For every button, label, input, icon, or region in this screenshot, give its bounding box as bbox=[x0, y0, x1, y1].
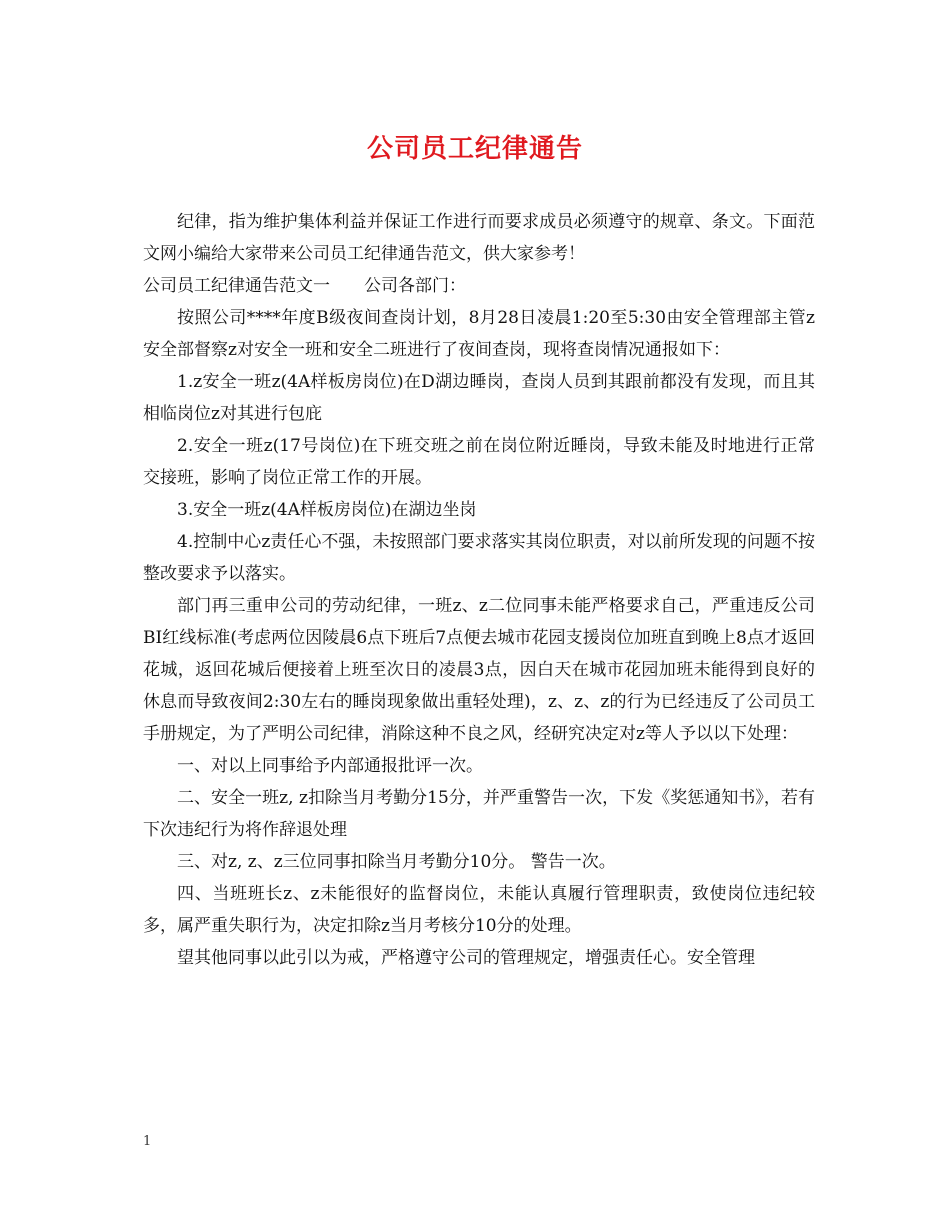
paragraph-penalty-3: 三、对z, z、z三位同事扣除当月考勤分10分。 警告一次。 bbox=[177, 852, 616, 872]
paragraph-inspection: 按照公司****年度B级夜间查岗计划，8月28日凌晨1:20至5:30由安全管理部主管z安全部督察z对安全一班和安全二班进行了夜间查岗，现将查岗情况通报如下： bbox=[143, 308, 815, 360]
paragraph-intro: 纪律，指为维护集体利益并保证工作进行而要求成员必须遵守的规章、条文。下面范文网小编给大家带来公司员工纪律通告范文，供大家参考！ bbox=[143, 212, 815, 264]
paragraph-salutation: 公司员工纪律通告范文一 公司各部门： bbox=[143, 276, 466, 296]
page-number: 1 bbox=[143, 1134, 152, 1149]
document-body bbox=[143, 206, 815, 974]
paragraph-item-2: 2.安全一班z(17号岗位)在下班交班之前在岗位附近睡岗，导致未能及时地进行正常交接班，影响了岗位正常工作的开展。 bbox=[143, 436, 815, 488]
paragraph-penalty-4: 四、当班班长z、z未能很好的监督岗位，未能认真履行管理职责，致使岗位违纪较多，属严重失职行为，决定扣除z当月考核分10分的处理。 bbox=[143, 884, 815, 936]
paragraph-decision: 部门再三重申公司的劳动纪律，一班z、z二位同事未能严格要求自己，严重违反公司BI红线标准(考虑两位因陵晨6点下班后7点便去城市花园支援岗位加班直到晚上8点才返回花城，返回花城后便接着上班至次日的凌晨3点，因白天在城市花园加班未能得到良好的休息而导致夜间2:30左右的睡岗现象做出重轻处理)，z、z、z的行为已经违反了公司员工手册规定，为了严明公司纪律，消除这种不良之风，经研究决定对z等人予以以下处理： bbox=[143, 596, 815, 744]
paragraph-penalty-1: 一、对以上同事给予内部通报批评一次。 bbox=[177, 756, 483, 776]
paragraph-closing: 望其他同事以此引以为戒，严格遵守公司的管理规定，增强责任心。安全管理 bbox=[177, 948, 755, 968]
paragraph-penalty-2: 二、安全一班z, z扣除当月考勤分15分，并严重警告一次，下发《奖惩通知书》，若有下次违纪行为将作辞退处理 bbox=[143, 788, 815, 840]
paragraph-item-4: 4.控制中心z责任心不强，未按照部门要求落实其岗位职责，对以前所发现的问题不按整改要求予以落实。 bbox=[143, 532, 815, 584]
document-title: 公司员工纪律通告 bbox=[366, 134, 583, 164]
paragraph-item-1: 1.z安全一班z(4A样板房岗位)在D湖边睡岗，查岗人员到其跟前都没有发现，而且其相临岗位z对其进行包庇 bbox=[143, 372, 815, 424]
paragraph-item-3: 3.安全一班z(4A样板房岗位)在湖边坐岗 bbox=[177, 500, 477, 520]
